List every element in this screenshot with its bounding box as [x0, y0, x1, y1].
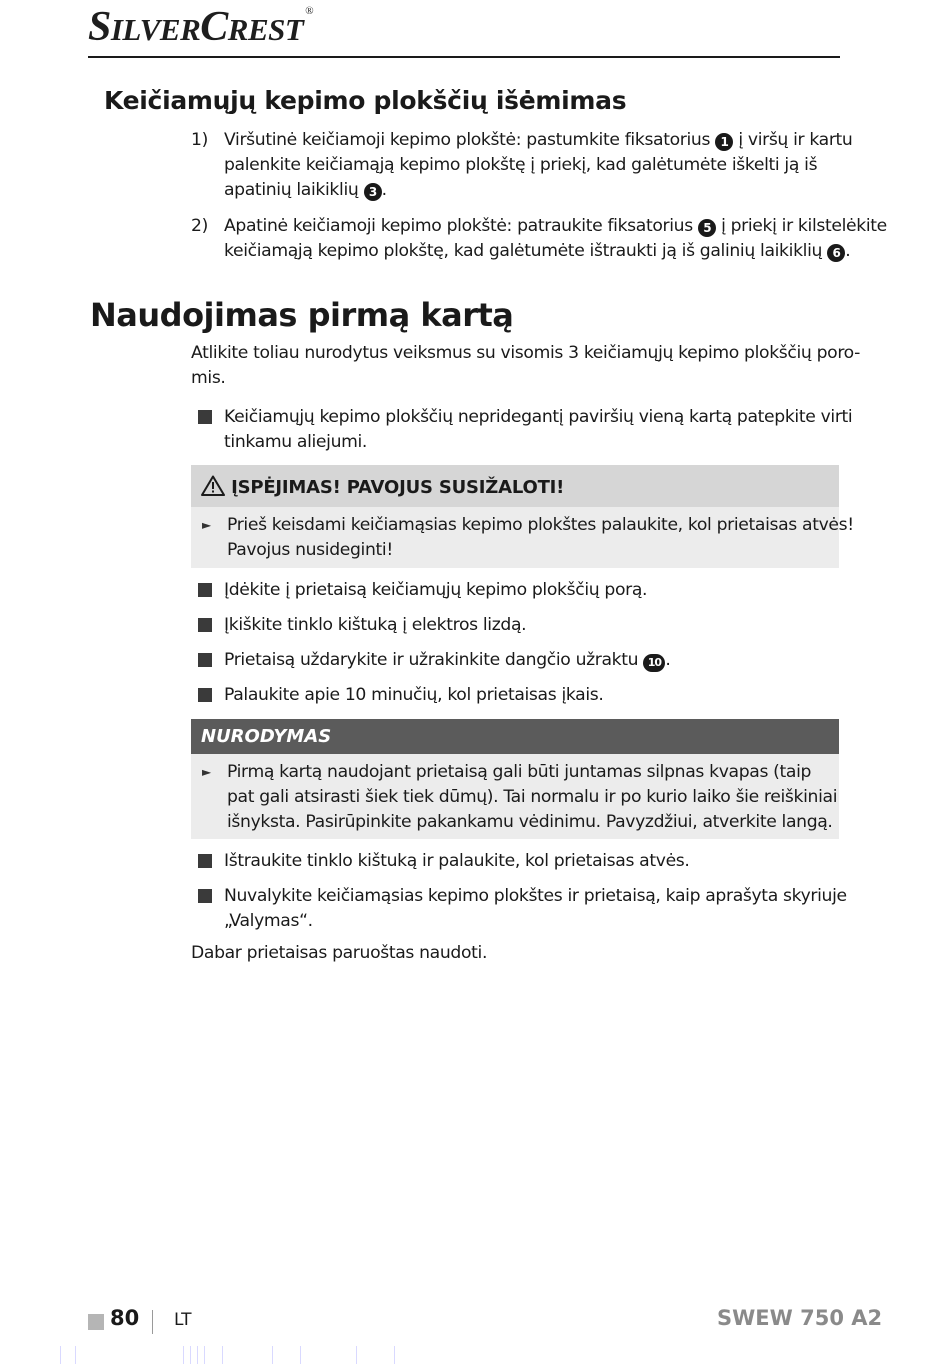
bullet-square-icon — [198, 688, 212, 702]
print-mark — [60, 1346, 61, 1364]
list-number: 1) — [191, 130, 208, 150]
bullet-wait-heat: Palaukite apie 10 minučių, kol prietaisas įkais. — [224, 685, 604, 705]
step-2-line-1: Apatinė keičiamoji kepimo plokštė: patraukite fiksatorius 5 į priekį ir kilstelėkite — [224, 216, 887, 236]
step-1-line-1: Viršutinė keičiamoji kepimo plokštė: pastumkite fiksatorius 1 į viršų ir kartu — [224, 130, 853, 150]
warning-line-1: Prieš keisdami keičiamąsias kepimo plokštes palaukite, kol prietaisas atvės! — [227, 515, 854, 535]
print-mark — [300, 1346, 301, 1364]
print-mark — [356, 1346, 357, 1364]
bullet-oil-line-2: tinkamu aliejumi. — [224, 432, 368, 452]
bullet-square-icon — [198, 889, 212, 903]
bullet-square-icon — [198, 653, 212, 667]
bullet-square-icon — [198, 583, 212, 597]
bullet-plug-in: Įkiškite tinklo kištuką į elektros lizdą. — [224, 615, 527, 635]
print-mark — [272, 1346, 273, 1364]
section-title-first-use: Naudojimas pirmą kartą — [90, 296, 514, 334]
print-mark — [204, 1346, 205, 1364]
bullet-clean-line-1: Nuvalykite keičiamąsias kepimo plokštes ir prietaisą, kaip aprašyta skyriuje — [224, 886, 847, 906]
note-line-3: išnyksta. Pasirūpinkite pakankamu vėdinimu. Pavyzdžiui, atverkite langą. — [227, 812, 833, 832]
ref-number-icon: 6 — [827, 244, 845, 262]
bullet-unplug: Ištraukite tinklo kištuką ir palaukite, kol prietaisas atvės. — [224, 851, 690, 871]
brand-logo: SILVERCREST® — [88, 4, 314, 50]
bullet-insert-plates: Įdėkite į prietaisą keičiamųjų kepimo plokščių porą. — [224, 580, 648, 600]
footer-square-icon — [88, 1314, 104, 1330]
print-mark — [190, 1346, 191, 1364]
bullet-oil-line-1: Keičiamųjų kepimo plokščių nepridegantį paviršių vieną kartą patepkite virti — [224, 407, 853, 427]
model-number: SWEW 750 A2 — [717, 1306, 883, 1330]
language-code: LT — [174, 1310, 192, 1330]
ref-number-icon: 1 — [715, 133, 733, 151]
step-1-line-2: palenkite keičiamąją kepimo plokštę į priekį, kad galėtumėte iškelti ją iš — [224, 155, 818, 175]
footer-divider — [152, 1310, 153, 1334]
bullet-square-icon — [198, 854, 212, 868]
intro-line-2: mis. — [191, 368, 226, 388]
ref-number-icon: 10 — [643, 654, 665, 672]
bullet-clean-line-2: „Valymas“. — [224, 911, 313, 931]
section-title-removal: Keičiamųjų kepimo plokščių išėmimas — [104, 86, 627, 115]
intro-line-1: Atlikite toliau nurodytus veiksmus su visomis 3 keičiamųjų kepimo plokščių poro- — [191, 343, 860, 363]
list-number: 2) — [191, 216, 208, 236]
ref-number-icon: 3 — [364, 183, 382, 201]
print-mark — [197, 1346, 198, 1364]
note-line-1: Pirmą kartą naudojant prietaisą gali būti juntamas silpnas kvapas (taip — [227, 762, 812, 782]
bullet-square-icon — [198, 618, 212, 632]
note-line-2: pat gali atsirasti šiek tiek dūmų). Tai normalu ir po kurio laiko šie reiškiniai — [227, 787, 838, 807]
print-mark — [222, 1346, 223, 1364]
page-number: 80 — [110, 1306, 140, 1330]
step-1-line-3: apatinių laikiklių 3 . — [224, 180, 387, 200]
bullet-square-icon — [198, 410, 212, 424]
arrow-bullet-icon: ► — [202, 518, 212, 532]
step-2-line-2: keičiamąją kepimo plokštę, kad galėtumėte ištraukti ją iš galinių laikiklių 6 . — [224, 241, 851, 261]
closing-text: Dabar prietaisas paruoštas naudoti. — [191, 943, 488, 963]
note-title: NURODYMAS — [201, 726, 332, 747]
arrow-bullet-icon: ► — [202, 765, 212, 779]
bullet-close-lock: Prietaisą uždarykite ir užrakinkite dangčio užraktu 10 . — [224, 650, 671, 670]
warning-triangle-icon — [201, 475, 225, 496]
warning-title: ĮSPĖJIMAS! PAVOJUS SUSIŽALOTI! — [201, 475, 564, 498]
print-mark — [183, 1346, 184, 1364]
header-rule — [88, 56, 840, 58]
warning-line-2: Pavojus nusideginti! — [227, 540, 393, 560]
ref-number-icon: 5 — [698, 219, 716, 237]
print-mark — [75, 1346, 76, 1364]
print-mark — [394, 1346, 395, 1364]
